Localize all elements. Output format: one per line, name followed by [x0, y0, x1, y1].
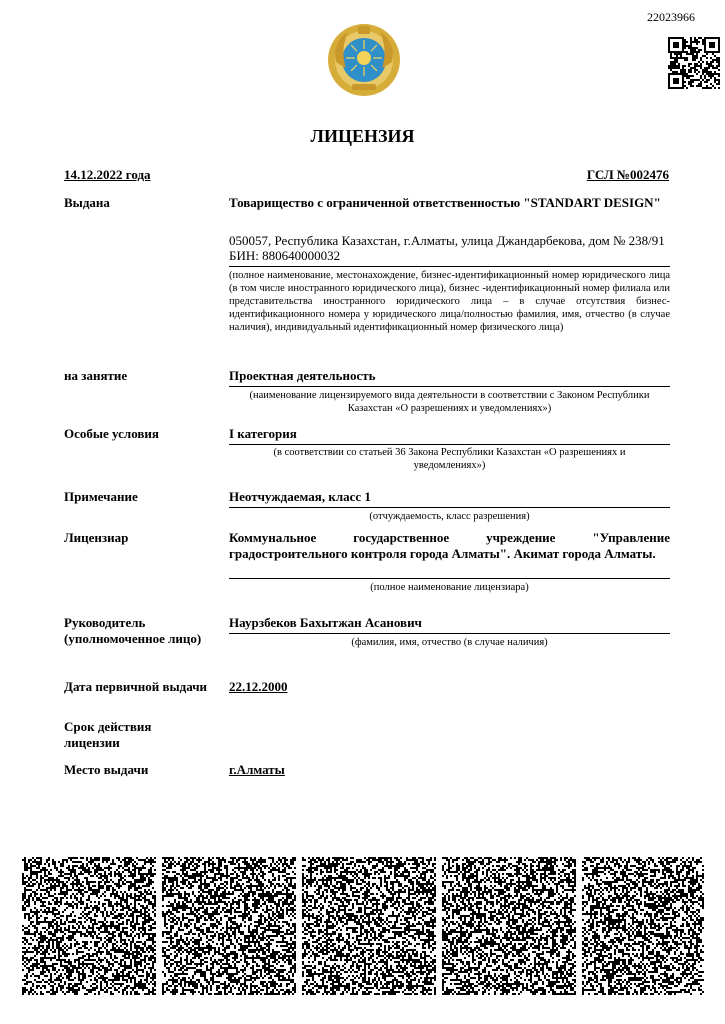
issue-date: 14.12.2022 года [64, 167, 151, 182]
barcode-1-icon [22, 857, 156, 995]
first-issue-value: 22.12.2000 [229, 679, 288, 694]
document-number: 22023966 [647, 10, 695, 24]
first-issue-label: Дата первичной выдачи [64, 679, 208, 694]
remark-value: Неотчуждаемая, класс 1 [229, 489, 371, 504]
remark-note: (отчуждаемость, класс разрешения) [369, 511, 530, 522]
divider [229, 507, 670, 508]
barcode-4-icon [442, 857, 576, 995]
place-value: г.Алматы [229, 762, 285, 777]
activity-value: Проектная деятельность [229, 368, 376, 383]
divider [229, 266, 670, 267]
license-number: ГСЛ №002476 [586, 167, 669, 182]
licensor-value: Коммунальное государственное учреждение "Управление градостроительного контроля города Алматы". Акимат города Алматы. [229, 530, 670, 561]
state-emblem-icon [326, 22, 402, 98]
barcode-2-icon [162, 857, 296, 995]
activity-label: на занятие [64, 368, 128, 383]
barcode-3-icon [302, 857, 436, 995]
issued-to-address: 050057, Республика Казахстан, г.Алматы, улица Джандарбекова, дом № 238/91 [229, 233, 665, 248]
special-conditions-note: (в соответствии со статьей 36 Закона Республики Казахстан «О разрешениях и уведомлениях») [273, 447, 626, 471]
issued-to-note: (полное наименование, местонахождение, бизнес-идентификационный номер юридического лица (в том числе иностранного юридического лица), бизнес -идентификационный номер филиала или представительства иностранного юридического лица – в случае отсутствия бизнес-идентификационного номера у юридического лица/полностью фамилия, имя, отчество (в случае наличия), индивидуальный идентификационный номер физического лица) [229, 270, 670, 333]
licensor-label: Лицензиар [64, 530, 129, 545]
issued-to-name: Товарищество с ограниченной ответственностью "STANDART DESIGN" [229, 195, 661, 210]
divider [229, 386, 670, 387]
divider [229, 578, 670, 579]
divider [229, 633, 670, 634]
head-value: Наурзбеков Бахытжан Асанович [229, 615, 422, 630]
head-note: (фамилия, имя, отчество (в случае наличия) [351, 637, 548, 648]
special-conditions-label: Особые условия [64, 426, 159, 441]
barcode-5-icon [582, 857, 704, 995]
issued-to-bin: БИН: 880640000032 [229, 248, 341, 263]
special-conditions-value: I категория [229, 426, 297, 441]
head-label: Руководитель (уполномоченное лицо) [64, 615, 202, 646]
document-title: ЛИЦЕНЗИЯ [310, 126, 415, 146]
remark-label: Примечание [64, 489, 138, 504]
licensor-note: (полное наименование лицензиара) [370, 582, 529, 593]
issued-to-label: Выдана [64, 195, 110, 210]
activity-note: (наименование лицензируемого вида деятельности в соответствии с Законом Республики Казахстан «О разрешениях и уведомлениях») [249, 390, 650, 414]
qr-code-icon [668, 37, 720, 89]
place-label: Место выдачи [64, 762, 149, 777]
divider [229, 444, 670, 445]
validity-label: Срок действия лицензии [64, 719, 152, 750]
